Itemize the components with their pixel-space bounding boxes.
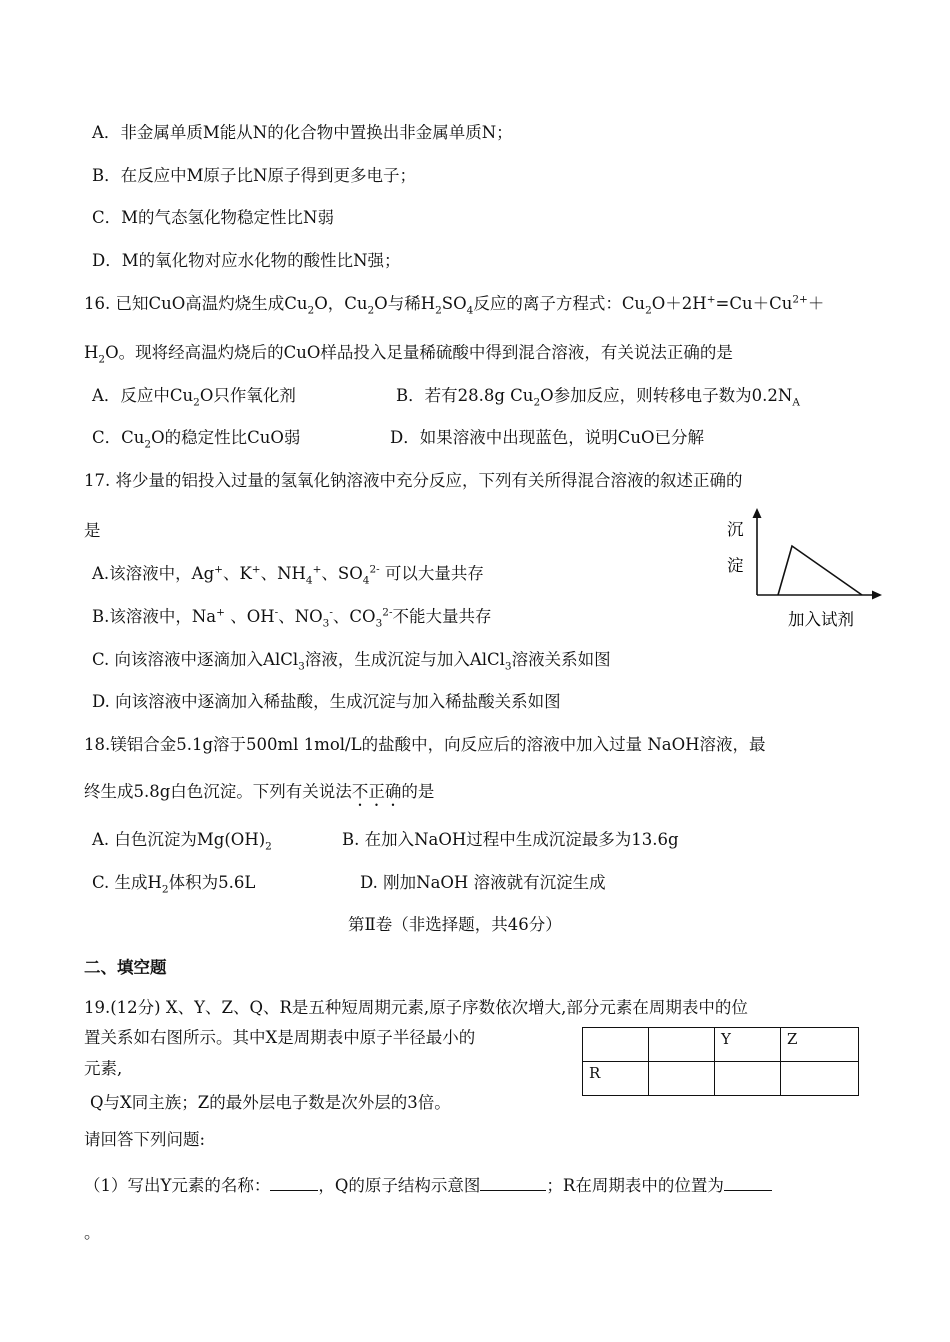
q16-stem: 16. 已知CuO高温灼烧生成$Cu_2O$，$Cu_2O$与稀$H_2SO_4$反应的离子方程式：$Cu_2O+2H^+=Cu+Cu^{2+}+$ [84, 293, 825, 317]
q17-stem: 17. 将少量的铝投入过量的氢氧化钠溶液中充分反应，下列有关所得混合溶液的叙述正确的 [84, 471, 743, 490]
answer-blank[interactable] [270, 1172, 318, 1191]
table-cell [583, 1028, 649, 1062]
q19-line-5: 请回答下列问题: [84, 1130, 206, 1149]
q19-line-3: 元素, [84, 1059, 123, 1078]
graph-x-label: 加入试剂 [788, 610, 854, 629]
q19-sub-1-end: 。 [84, 1223, 101, 1242]
part2-heading: 二、填空题 [84, 958, 167, 977]
table-cell [715, 1062, 781, 1096]
q19-sub-1: （1）写出Y元素的名称： ，Q的原子结构示意图 ；R在周期表中的位置为 [84, 1172, 772, 1197]
graph-y-arrow [753, 508, 762, 518]
emphasis-text: 不正确 [351, 782, 402, 801]
q17-option-b: B.该溶液中，Na+ 、OH-、$NO_3^-$、$CO_3^{2-}$不能大量共存 [92, 606, 492, 630]
answer-blank[interactable] [480, 1172, 546, 1191]
q17-option-c: C. 向该溶液中逐滴加入AlCl$_3$溶液，生成沉淀与加入AlCl$_3$溶液关系如图 [92, 650, 611, 673]
q18-stem-continued: 终生成5.8g白色沉淀。下列有关说法不正确的是 [84, 782, 435, 801]
q18-option-b: B. 在加入NaOH过程中生成沉淀最多为13.6g [342, 830, 679, 849]
q17-option-a: A.该溶液中，Ag+、K+、$NH_4^+$、$SO_4^{2-}$ 可以大量共存 [92, 563, 484, 587]
precipitation-graph [722, 505, 892, 635]
q18-option-d: D. 刚加NaOH 溶液就有沉淀生成 [360, 873, 606, 892]
q19-line-2: 置关系如右图所示。其中X是周期表中原子半径最小的 [84, 1028, 476, 1047]
q18-stem: 18.镁铝合金5.1g溶于500ml 1mol/L的盐酸中，向反应后的溶液中加入过量 NaOH溶液，最 [84, 735, 766, 754]
section-title: 第Ⅱ卷（非选择题，共46分） [348, 915, 562, 934]
q16-option-b: B．若有28.8g $Cu_2O$参加反应，则转移电子数为$0.2N_A$ [396, 386, 800, 409]
table-cell: Z [781, 1028, 859, 1062]
graph-y-label-1: 沉 [727, 520, 744, 539]
periodic-table-fragment [582, 1027, 859, 1096]
q16-option-c: C．$Cu_2O$的稳定性比CuO弱 [92, 428, 301, 451]
q18-option-c: C. 生成$H_2$体积为5.6L [92, 873, 256, 896]
q16-option-d: D．如果溶液中出现蓝色，说明CuO已分解 [390, 428, 705, 447]
table-cell [649, 1028, 715, 1062]
q18-option-a: A. 白色沉淀为$Mg(OH)_2$ [92, 830, 272, 853]
q19-line-4: Q与X同主族；Z的最外层电子数是次外层的3倍。 [90, 1093, 451, 1112]
q17-stem-continued: 是 [84, 521, 101, 540]
table-cell: R [583, 1062, 649, 1096]
table-row [583, 1062, 859, 1096]
graph-x-arrow [872, 591, 882, 600]
answer-blank[interactable] [724, 1172, 772, 1191]
q15-option-c: C．M的气态氢化物稳定性比N弱 [92, 208, 334, 227]
q17-option-d: D. 向该溶液中逐滴加入稀盐酸，生成沉淀与加入稀盐酸关系如图 [92, 692, 561, 711]
q16-option-a: A．反应中$Cu_2O$只作氧化剂 [92, 386, 296, 409]
table-cell: Y [715, 1028, 781, 1062]
q15-option-a: A．非金属单质M能从N的化合物中置换出非金属单质N； [92, 123, 513, 142]
table-row [583, 1028, 859, 1062]
graph-curve [778, 546, 862, 595]
q16-stem-continued: $H_2O$。现将经高温灼烧后的CuO样品投入足量稀硫酸中得到混合溶液，有关说法正确的是 [84, 343, 733, 366]
table-cell [649, 1062, 715, 1096]
q15-option-b: B．在反应中M原子比N原子得到更多电子； [92, 166, 416, 185]
graph-y-label-2: 淀 [727, 556, 744, 575]
q19-line-1: 19.(12分) X、Y、Z、Q、R是五种短周期元素,原子序数依次增大,部分元素在周期表中的位 [84, 998, 748, 1017]
q15-option-d: D．M的氧化物对应水化物的酸性比N强； [92, 251, 401, 270]
table-cell [781, 1062, 859, 1096]
